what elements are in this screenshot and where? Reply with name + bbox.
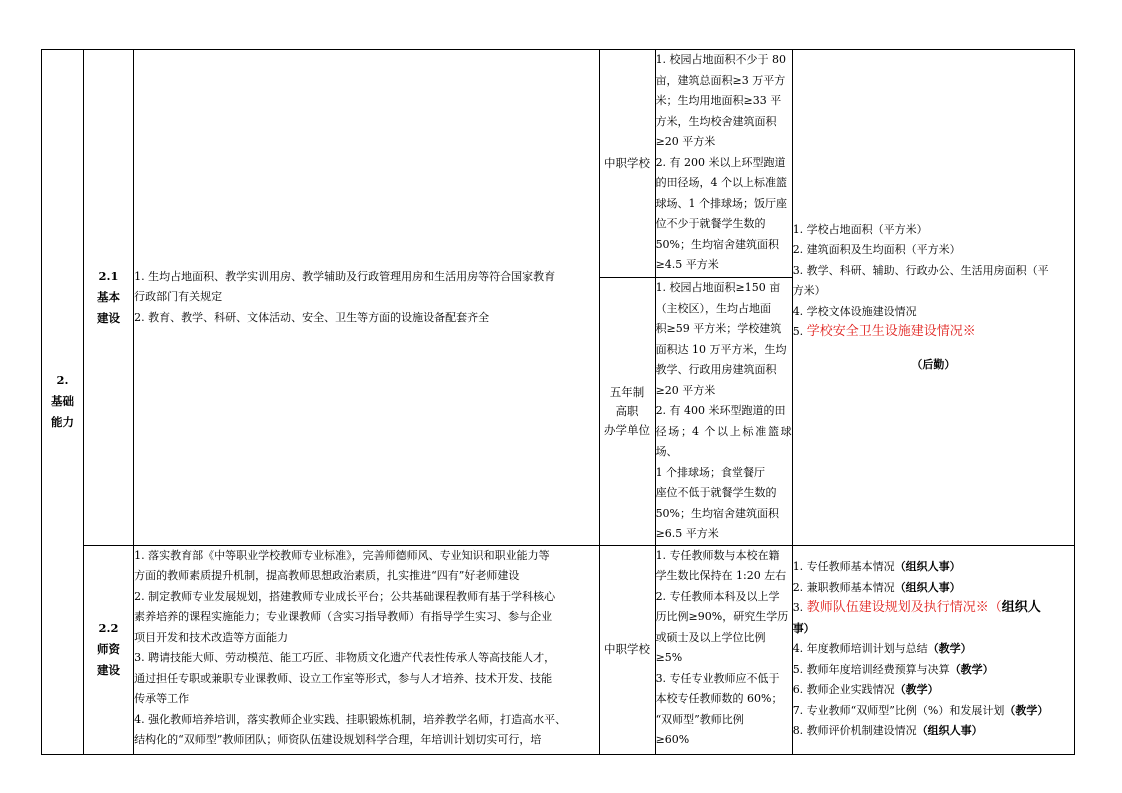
requirement-line: ≥20 平方米 [655, 135, 716, 148]
material-number: 5. [792, 325, 807, 338]
school-type: 办学单位 [604, 422, 651, 437]
requirement-line: 方米，生均校舍建筑面积 [655, 114, 777, 128]
standard-line: 行政部门有关规定 [134, 290, 223, 303]
material-dept: （教学） [949, 662, 994, 676]
requirement-line: ≥6.5 平方米 [655, 527, 719, 540]
subcategory-cell [84, 50, 134, 546]
requirements-cell [655, 545, 792, 754]
material-line [793, 322, 1074, 343]
standards-cell [134, 545, 599, 754]
school-type: 高职 [615, 403, 639, 418]
requirement-line: 2. 有 200 米以上环型跑道 [655, 155, 786, 169]
requirement-line: （主校区），生均占地面 [655, 301, 772, 315]
subcategory-number: 2.2 [98, 621, 119, 635]
standard-line: 结构化的“双师型”教师团队；师资队伍建设规划科学合理，年培训计划切实可行，培 [134, 733, 542, 746]
materials-cell [792, 50, 1074, 546]
requirement-line: 学生数比保持在 1:20 左右 [655, 569, 787, 582]
material-line: 事） [792, 621, 815, 635]
subcategory-cell [84, 545, 134, 754]
material-line [793, 639, 1074, 660]
standard-line: 项目开发和技术改造等方面能力 [134, 630, 289, 644]
responsible-dept: （后勤） [911, 357, 956, 371]
material-dept: （组织人事） [916, 724, 983, 738]
material-line [793, 721, 1074, 742]
table-row [42, 50, 1075, 278]
material-text: 3. [792, 601, 807, 615]
requirement-line: 3. 专任专业教师应不低于 [655, 671, 780, 685]
requirement-line: 球场、1 个排球场；饭厅座 [655, 196, 788, 210]
category-label-2: 能力 [51, 415, 75, 430]
requirement-line: 1. 校园占地面积≥150 亩 [655, 281, 781, 294]
material-line: 1. 学校占地面积（平方米） [792, 222, 928, 236]
requirement-line: 1 个排球场；食堂餐厅 [655, 465, 766, 479]
requirement-line: 径场；4 个以上标准篮球场、 [655, 424, 792, 458]
category-label-1: 基础 [51, 394, 75, 409]
material-key-item: 教师队伍建设规划及执行情况※（ [806, 600, 1002, 616]
school-type-cell [599, 545, 655, 754]
standard-line: 传承等工作 [134, 692, 190, 705]
material-text: 7. 专业教师“双师型”比例（%）和发展计划 [792, 703, 1005, 717]
requirement-line: 1. 专任教师数与本校在籍 [655, 548, 780, 562]
school-type-cell [599, 50, 655, 278]
requirement-line: ≥60% [655, 733, 690, 746]
requirement-line: 50%；生均宿舍建筑面积 [655, 237, 780, 251]
requirement-line: 座位不低于就餐学生数的 [655, 486, 777, 499]
requirement-line: 1. 校园占地面积不少于 80 [655, 53, 787, 66]
standard-line: 2. 教育、教学、科研、文体活动、安全、卫生等方面的设施设备配套齐全 [134, 310, 490, 324]
material-dept: 组织人 [1001, 600, 1041, 616]
requirement-line: 或硕士及以上学位比例 [655, 630, 766, 644]
material-text: 5. 教师年度培训经费预算与决算 [792, 662, 950, 676]
evaluation-table [41, 49, 1075, 755]
subcategory-label-2: 建设 [97, 663, 121, 677]
subcategory-label-1: 师资 [97, 642, 121, 656]
requirement-line: 亩，建筑总面积≥3 万平方 [655, 73, 786, 87]
material-line: 方米） [792, 284, 826, 297]
requirement-line: 米；生均用地面积≥33 平 [655, 94, 782, 107]
subcategory-number: 2.1 [98, 268, 119, 283]
material-line: 4. 学校文体设施建设情况 [792, 304, 917, 318]
standard-line: 通过担任专职或兼职专业课教师、设立工作室等形式，参与人才培养、技术开发、技能 [134, 671, 553, 685]
requirement-line: 位不少于就餐学生数的 [655, 217, 766, 230]
category-number: 2. [56, 373, 69, 388]
requirement-line: 历比例≥90%，研究生学历 [655, 610, 789, 623]
subcategory-label-1: 基本 [97, 289, 121, 304]
requirement-line: “双师型”教师比例 [655, 712, 744, 726]
material-line [793, 578, 1074, 599]
school-type: 中职学校 [604, 156, 651, 170]
material-dept: （教学） [927, 642, 972, 656]
material-text: 2. 兼职教师基本情况 [792, 580, 895, 594]
requirement-line: 2. 专任教师本科及以上学 [655, 589, 780, 603]
material-text: 4. 年度教师培训计划与总结 [792, 642, 928, 656]
material-line [793, 598, 1074, 619]
material-text: 8. 教师评价机制建设情况 [792, 724, 917, 738]
requirement-line: 积≥59 平方米；学校建筑 [655, 322, 782, 335]
standard-line: 2. 制定教师专业发展规划，搭建教师专业成长平台；公共基础课程教师有基于学科核心 [134, 589, 556, 603]
material-dept: （教学） [894, 683, 939, 697]
requirement-line: 本校专任教师数的 60%； [655, 692, 783, 705]
requirement-line: ≥20 平方米 [655, 383, 716, 397]
standard-line: 方面的教师素质提升机制，提高教师思想政治素质，扎实推进“四有”好老师建设 [134, 569, 520, 582]
standard-line: 3. 聘请技能大师、劳动模范、能工巧匠、非物质文化遗产代表性传承人等高技能人才， [134, 651, 556, 664]
requirement-line: 50%；生均宿舍建筑面积 [655, 506, 780, 520]
material-line [793, 660, 1074, 681]
requirement-line: 教学、行政用房建筑面积 [655, 363, 777, 376]
requirement-line: ≥5% [655, 651, 683, 664]
material-line: 2. 建筑面积及生均面积（平方米） [792, 243, 961, 256]
requirements-cell [655, 50, 792, 278]
material-line: 3. 教学、科研、辅助、行政办公、生活用房面积（平 [792, 263, 1049, 277]
school-type-cell [599, 278, 655, 546]
material-line [793, 557, 1074, 578]
requirement-line: ≥4.5 平方米 [655, 258, 719, 271]
material-text: 6. 教师企业实践情况 [792, 683, 895, 697]
standard-line: 1. 生均占地面积、教学实训用房、教学辅助及行政管理用房和生活用房等符合国家教育 [134, 269, 556, 283]
standard-line: 1. 落实教育部《中等职业学校教师专业标准》，完善师德师风、专业知识和职业能力等 [134, 548, 550, 562]
materials-cell [792, 545, 1074, 754]
material-text: 1. 专任教师基本情况 [792, 560, 895, 574]
subcategory-label-2: 建设 [97, 310, 121, 325]
standards-cell [134, 50, 599, 546]
material-key-item: 学校安全卫生设施建设情况※ [806, 324, 976, 339]
material-dept: （教学） [1004, 703, 1049, 717]
material-line [793, 701, 1074, 722]
requirement-line: 2. 有 400 米环型跑道的田 [655, 404, 786, 417]
requirement-line: 面积达 10 万平方米，生均 [655, 342, 787, 356]
table-row [42, 545, 1075, 754]
school-type: 五年制 [609, 384, 645, 399]
requirements-cell [655, 278, 792, 546]
school-type: 中职学校 [604, 642, 651, 656]
material-dept: （组织人事） [894, 580, 961, 594]
standard-line: 4. 强化教师培养培训，落实教师企业实践、挂职锻炼机制，培养教学名师，打造高水平、 [134, 712, 567, 726]
material-line [793, 680, 1074, 701]
material-dept: （组织人事） [894, 560, 961, 574]
requirement-line: 的田径场，4 个以上标准篮 [655, 176, 788, 189]
category-cell [42, 50, 84, 755]
standard-line: 素养培养的课程实施能力；专业课教师（含实习指导教师）有指导学生实习、参与企业 [134, 610, 553, 623]
